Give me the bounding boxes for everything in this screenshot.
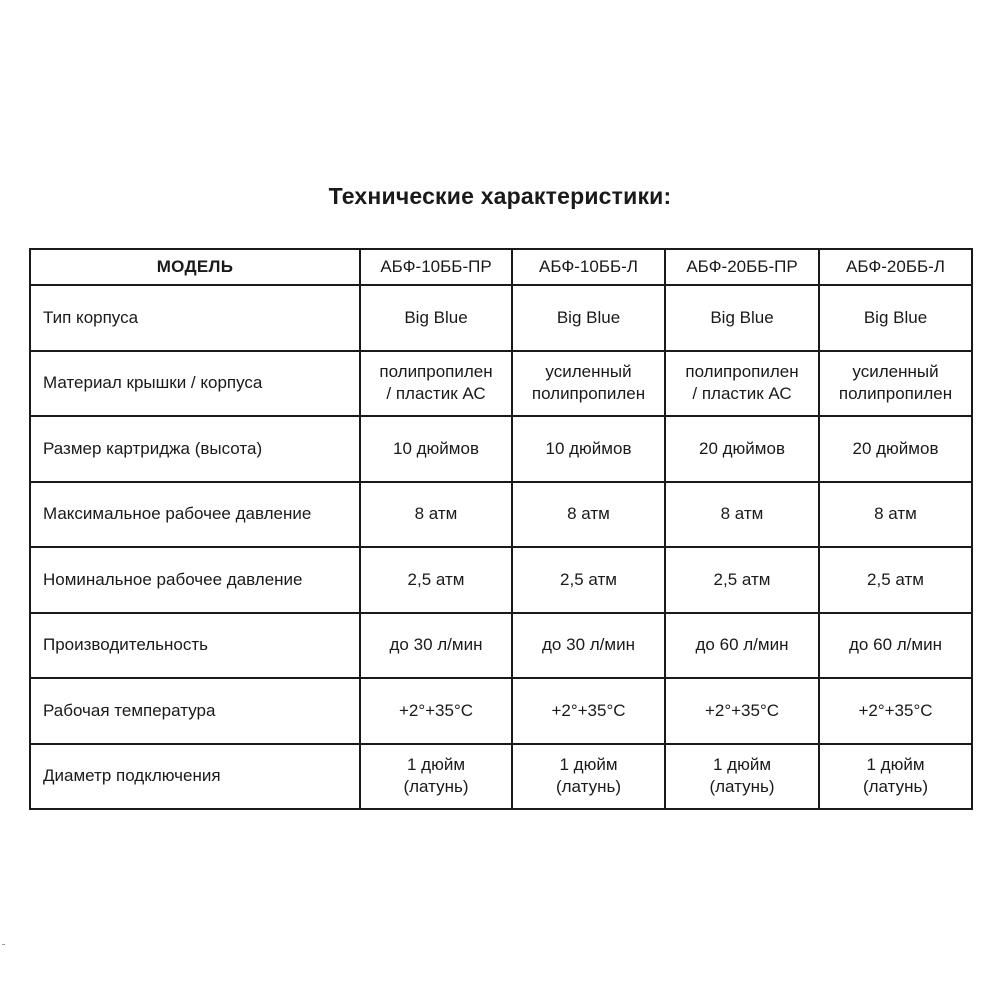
row-label: Рабочая температура bbox=[30, 678, 360, 744]
specs-table bbox=[29, 248, 973, 810]
table-cell: 1 дюйм (латунь) bbox=[360, 744, 512, 810]
table-cell: усиленный полипропилен bbox=[512, 351, 665, 417]
table-row bbox=[30, 351, 972, 417]
table-row bbox=[30, 744, 972, 810]
header-cell-model-2: АБФ-10ББ-Л bbox=[512, 249, 665, 285]
header-cell-model: МОДЕЛЬ bbox=[30, 249, 360, 285]
row-label: Максимальное рабочее давление bbox=[30, 482, 360, 548]
row-label: Номинальное рабочее давление bbox=[30, 547, 360, 613]
table-row bbox=[30, 482, 972, 548]
row-label: Производительность bbox=[30, 613, 360, 679]
table-cell: Big Blue bbox=[360, 285, 512, 351]
table-cell: до 60 л/мин bbox=[819, 613, 972, 679]
table-cell: 8 атм bbox=[512, 482, 665, 548]
table-cell: +2°+35°С bbox=[819, 678, 972, 744]
table-cell: усиленный полипропилен bbox=[819, 351, 972, 417]
row-label: Материал крышки / корпуса bbox=[30, 351, 360, 417]
table-cell: 8 атм bbox=[360, 482, 512, 548]
table-cell: полипропилен / пластик АС bbox=[360, 351, 512, 417]
table-cell: 10 дюймов bbox=[360, 416, 512, 482]
table-cell: до 60 л/мин bbox=[665, 613, 819, 679]
table-row bbox=[30, 416, 972, 482]
table-cell: 2,5 атм bbox=[819, 547, 972, 613]
table-row bbox=[30, 285, 972, 351]
corner-mark bbox=[2, 944, 5, 945]
table-cell: 8 атм bbox=[819, 482, 972, 548]
table-cell: 1 дюйм (латунь) bbox=[665, 744, 819, 810]
row-label: Тип корпуса bbox=[30, 285, 360, 351]
row-label: Диаметр подключения bbox=[30, 744, 360, 810]
table-cell: полипропилен / пластик АС bbox=[665, 351, 819, 417]
page-title: Технические характеристики: bbox=[328, 183, 672, 209]
table-cell: +2°+35°С bbox=[665, 678, 819, 744]
table-cell: 2,5 атм bbox=[360, 547, 512, 613]
header-cell-model-1: АБФ-10ББ-ПР bbox=[360, 249, 512, 285]
table-cell: 20 дюймов bbox=[665, 416, 819, 482]
table-cell: 2,5 атм bbox=[512, 547, 665, 613]
table-header-row bbox=[30, 249, 972, 285]
table-cell: Big Blue bbox=[512, 285, 665, 351]
table-row bbox=[30, 678, 972, 744]
table-cell: +2°+35°С bbox=[360, 678, 512, 744]
table-cell: Big Blue bbox=[665, 285, 819, 351]
table-cell: 1 дюйм (латунь) bbox=[819, 744, 972, 810]
table-cell: 1 дюйм (латунь) bbox=[512, 744, 665, 810]
table-cell: 10 дюймов bbox=[512, 416, 665, 482]
table-cell: до 30 л/мин bbox=[512, 613, 665, 679]
table-cell: Big Blue bbox=[819, 285, 972, 351]
table-row bbox=[30, 547, 972, 613]
table-cell: 2,5 атм bbox=[665, 547, 819, 613]
table-row bbox=[30, 613, 972, 679]
table-cell: +2°+35°С bbox=[512, 678, 665, 744]
row-label: Размер картриджа (высота) bbox=[30, 416, 360, 482]
header-cell-model-3: АБФ-20ББ-ПР bbox=[665, 249, 819, 285]
header-cell-model-4: АБФ-20ББ-Л bbox=[819, 249, 972, 285]
table-cell: 8 атм bbox=[665, 482, 819, 548]
table-cell: до 30 л/мин bbox=[360, 613, 512, 679]
table-cell: 20 дюймов bbox=[819, 416, 972, 482]
